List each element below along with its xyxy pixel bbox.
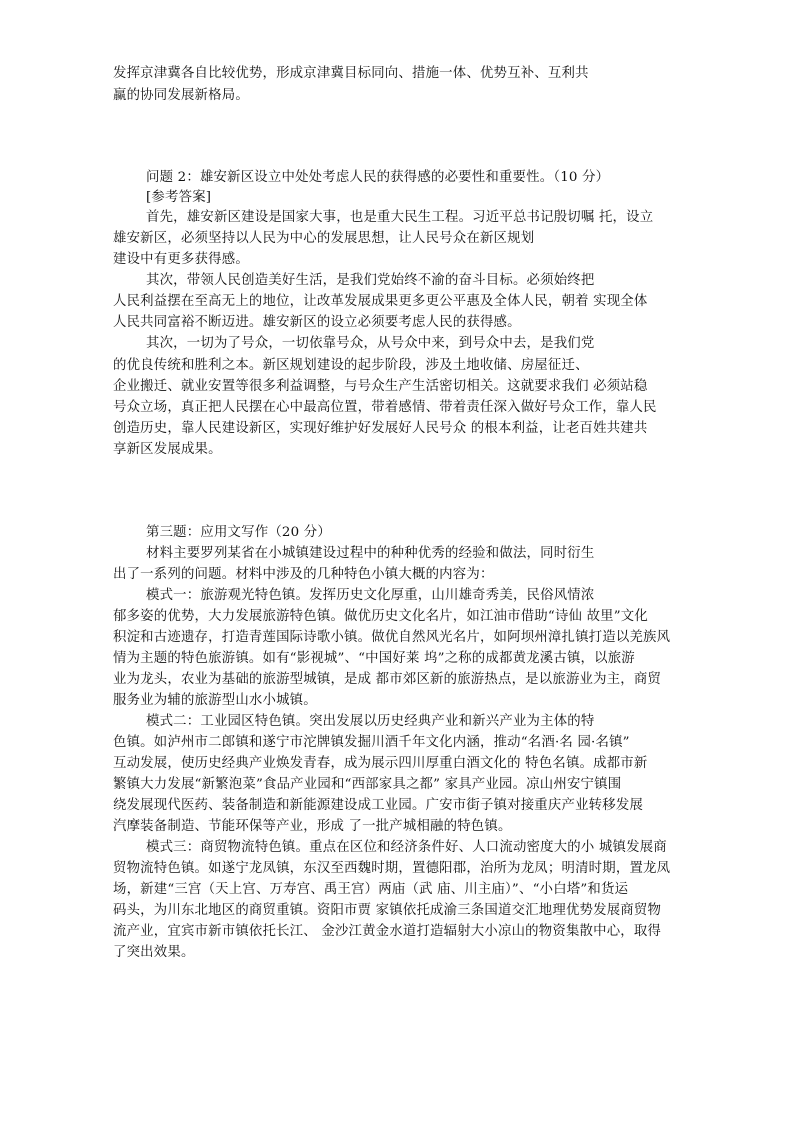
paragraph-line: 模式三：商贸物流特色镇。重点在区位和经济条件好、人口流动密度大的小 城镇发展商 [146, 840, 667, 855]
question-2-title: 问题 2：雄安新区设立中处处考虑人民的获得感的必要性和重要性。（10 分） [146, 170, 610, 185]
paragraph-line: 繁镇大力发展“新繁泡菜”食品产业园和“西部家具之都” 家具产业园。凉山州安宁镇围 [113, 777, 622, 792]
paragraph-line: 情为主题的特色旅游镇。如有“影视城”、“中国好莱 坞”之称的成都黄龙溪古镇，以旅游 [113, 651, 635, 666]
paragraph-line: 人民利益摆在至高无上的地位，让改革发展成果更多更公平惠及全体人民，朝着 实现全体 [113, 294, 648, 309]
paragraph-line: 模式一：旅游观光特色镇。发挥历史文化厚重，山川雄奇秀美，民俗风情浓 [146, 588, 595, 603]
question-3-title: 第三题：应用文写作（20 分） [146, 525, 331, 540]
paragraph-line: 郁多姿的优势，大力发展旅游特色镇。做优历史文化名片，如江油市借助“诗仙 故里”文化 [113, 609, 648, 624]
paragraph-line: 的优良传统和胜利之本。新区规划建设的起步阶段，涉及土地收储、房屋征迁、 [113, 358, 589, 373]
paragraph-line: 赢的协同发展新格局。 [113, 88, 249, 103]
paragraph-line: 汽摩装备制造、节能环保等产业，形成 了一批产城相融的特色镇。 [113, 819, 512, 834]
paragraph-line: 模式二：工业园区特色镇。突出发展以历史经典产业和新兴产业为主体的特 [146, 714, 595, 729]
paragraph-line: 号众立场，真正把人民摆在心中最高位置，带着感情、带着责任深入做好号众工作，靠人民 [113, 400, 657, 415]
paragraph-line: 积淀和古迹遗存，打造青莲国际诗歌小镇。做优自然风光名片，如阿坝州漳扎镇打造以羌族风 [113, 630, 671, 645]
paragraph-line: 互动发展，使历史经典产业焕发青春，成为展示四川厚重白酒文化的 特色名镇。成都市新 [113, 756, 648, 771]
paragraph-line: 其次，带领人民创造美好生活，是我们党始终不渝的奋斗目标。必须始终把 [146, 273, 595, 288]
reference-answer-label: [参考答案] [146, 190, 212, 205]
paragraph-line: 发挥京津冀各自比较优势，形成京津冀目标同向、措施一体、优势互补、互利共 [113, 66, 589, 81]
paragraph-line: 出了一系列的问题。材料中涉及的几种特色小镇大概的内容为： [113, 567, 494, 582]
paragraph-line: 其次，一切为了号众，一切依靠号众，从号众中来，到号众中去，是我们党 [146, 336, 595, 351]
paragraph-line: 首先，雄安新区建设是国家大事，也是重大民生工程。习近平总书记殷切嘱 托，设立 [146, 210, 654, 225]
paragraph-line: 建设中有更多获得感。 [113, 252, 249, 267]
paragraph-line: 绕发展现代医药、装备制造和新能源建设成工业园。广安市街子镇对接重庆产业转移发展 [113, 798, 644, 813]
paragraph-line: 享新区发展成果。 [113, 442, 222, 457]
paragraph-line: 贸物流特色镇。如遂宁龙凤镇，东汉至西魏时期，置德阳郡，治所为龙凤；明清时期，置龙凤 [113, 861, 671, 876]
paragraph-line: 流产业，宜宾市新市镇依托长江、 金沙江黄金水道打造辐射大小凉山的物资集散中心，取得 [113, 924, 662, 939]
paragraph-line: 人民共同富裕不断迈进。雄安新区的设立必须要考虑人民的获得感。 [113, 315, 521, 330]
paragraph-line: 创造历史，靠人民建设新区，实现好维护好发展好人民号众 的根本利益，让老百姓共建共 [113, 421, 648, 436]
paragraph-line: 了突出效果。 [113, 945, 195, 960]
paragraph-line: 业为龙头，农业为基础的旅游型城镇，是成 都市郊区新的旅游热点，是以旅游业为主，商贸 [113, 672, 662, 687]
paragraph-line: 场，新建“三宫（天上宫、万寿宫、禹王宫）两庙（武 庙、川主庙）”、“小白塔”和货运 [113, 882, 629, 897]
paragraph-line: 色镇。如泸州市二郎镇和遂宁市沱牌镇发掘川酒千年文化内涵，推动“名酒·名 园·名镇” [113, 735, 630, 750]
paragraph-line: 材料主要罗列某省在小城镇建设过程中的种种优秀的经验和做法，同时衍生 [146, 546, 595, 561]
paragraph-line: 服务业为辅的旅游型山水小城镇。 [113, 693, 317, 708]
paragraph-line: 雄安新区，必须坚持以人民为中心的发展思想，让人民号众在新区规划 [113, 231, 535, 246]
paragraph-line: 码头，为川东北地区的商贸重镇。资阳市贾 家镇依托成渝三条国道交汇地理优势发展商贸物 [113, 903, 662, 918]
paragraph-line: 企业搬迁、就业安置等很多利益调整，与号众生产生活密切相关。这就要求我们 必须站稳 [113, 379, 648, 394]
